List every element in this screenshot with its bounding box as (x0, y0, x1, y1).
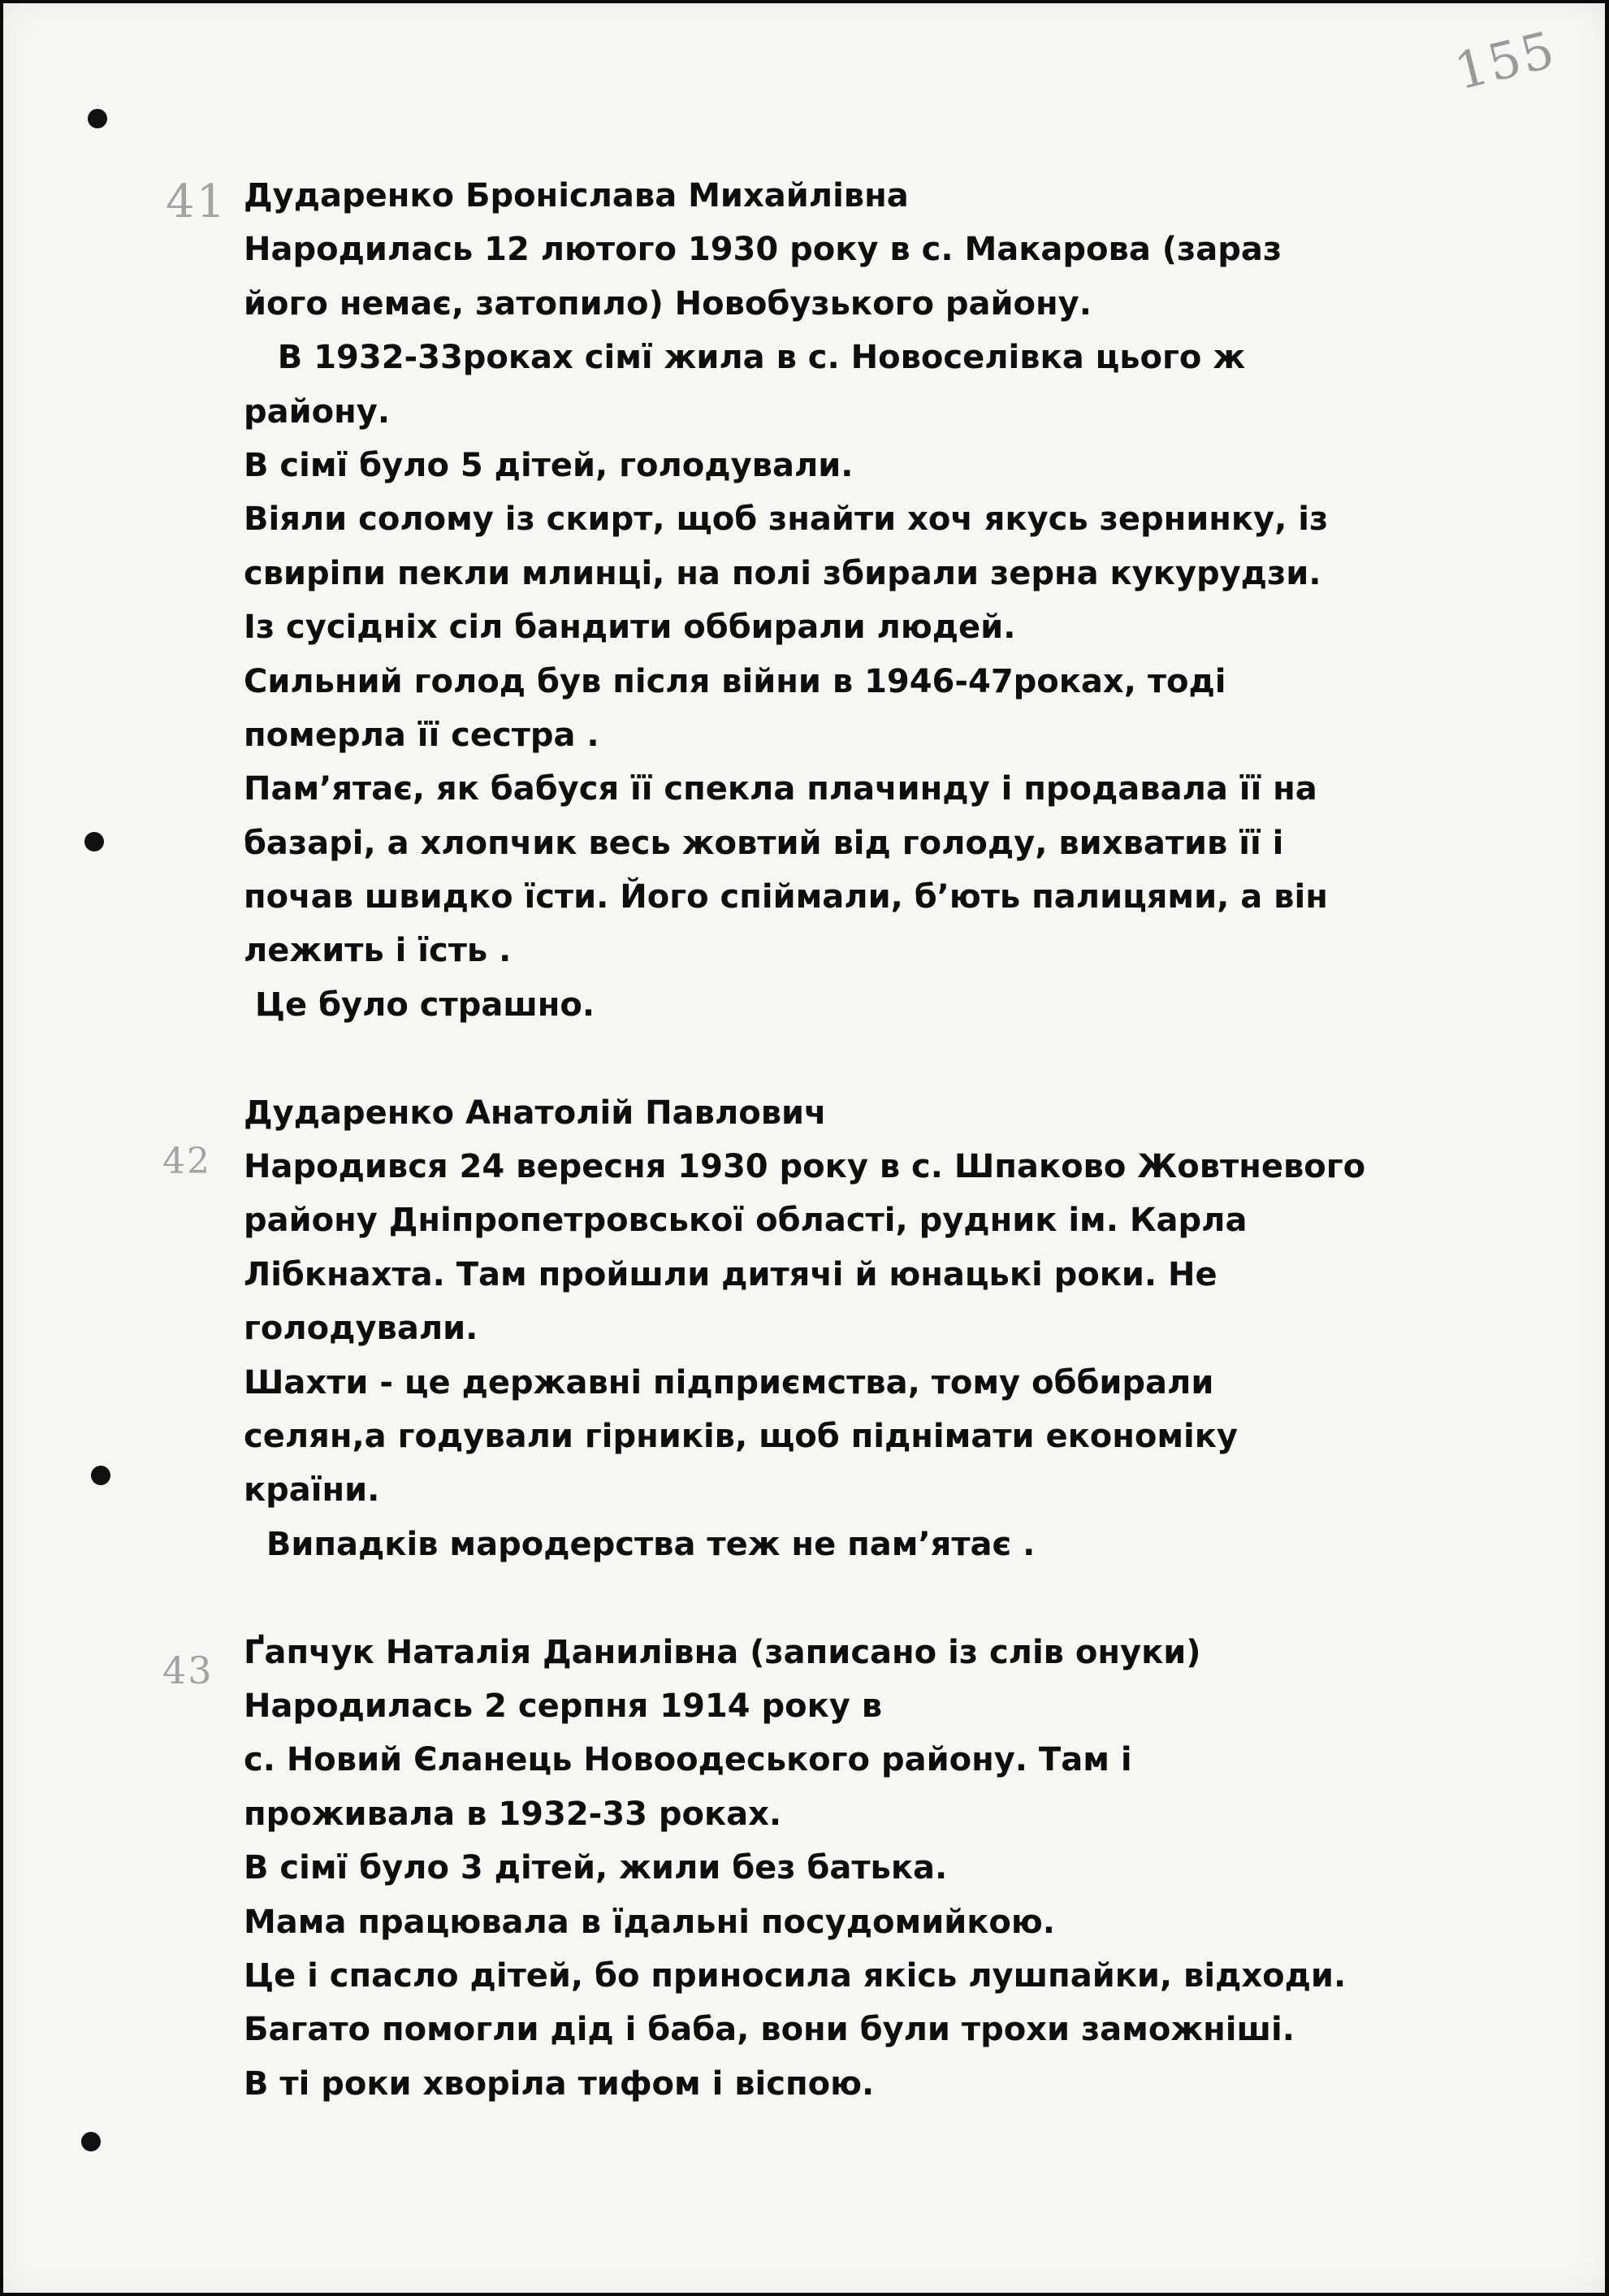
entry-margin-number: 43 (162, 1648, 214, 1692)
entry-heading: Ґапчук Наталія Данилівна (записано із слів онуки) (244, 1633, 1201, 1671)
entry-dudarenko-anatolii (244, 1086, 1576, 1572)
text-line: свиріпи пекли млинці, на полі збирали зерна кукурудзи. (244, 554, 1321, 592)
text-line: В 1932-33роках сімї жила в с. Новоселівка цього ж (244, 339, 1246, 377)
text-line: Мама працювала в їдальні посудомийкою. (244, 1903, 1055, 1941)
text-line: району Дніпропетровської області, рудник ім. Карла (244, 1202, 1248, 1240)
punch-hole-top (88, 109, 107, 128)
entry-heading: Дударенко Анатолій Павлович (244, 1094, 827, 1132)
text-line: Народився 24 вересня 1930 року в с. Шпаково Жовтневого (244, 1148, 1366, 1186)
text-line: с. Новий Єланець Новоодеського району. Там і (244, 1741, 1132, 1779)
document-page (3, 3, 1605, 2293)
text-line: В ті роки хворіла тифом і віспою. (244, 2064, 875, 2103)
punch-hole-lower-middle (91, 1466, 110, 1485)
paragraph-gap (244, 1032, 1576, 1085)
text-line: Віяли солому із скирт, щоб знайти хоч якусь зернинку, із (244, 500, 1329, 539)
text-line: В сімї було 3 дітей, жили без батька. (244, 1849, 948, 1887)
text-line: Це було страшно. (244, 986, 595, 1024)
text-line: Лібкнахта. Там пройшли дитячі й юнацькі роки. Не (244, 1255, 1218, 1293)
text-line: проживала в 1932-33 роках. (244, 1795, 782, 1833)
text-line: Багато помогли дід і баба, вони були трохи заможніші. (244, 2011, 1295, 2049)
text-line: лежить і їсть . (244, 932, 512, 970)
entry-gapchuk-nataliia (244, 1626, 1576, 2112)
punch-hole-bottom (81, 2132, 101, 2151)
text-line: Народилась 2 серпня 1914 року в (244, 1687, 883, 1725)
entry-margin-number: 42 (162, 1141, 211, 1182)
text-line: Народилась 12 лютого 1930 року в с. Макарова (зараз (244, 231, 1282, 269)
text-line: району. (244, 392, 391, 431)
entry-margin-number: 41 (166, 175, 227, 228)
text-line: Із сусідніх сіл бандити оббирали людей. (244, 609, 1016, 647)
text-line: померла її сестра . (244, 716, 599, 754)
punch-hole-upper-middle (84, 832, 104, 851)
entry-heading: Дударенко Броніслава Михайлівна (244, 177, 909, 214)
text-line: Шахти - це державні підприємства, тому оббирали (244, 1363, 1214, 1401)
text-line: селян,а годували гірників, щоб піднімати економіку (244, 1417, 1238, 1455)
text-line: Сильний голод був після війни в 1946-47роках, тоді (244, 662, 1226, 700)
text-line: почав швидко їсти. Його спіймали, б’ють палицями, а він (244, 878, 1328, 916)
text-line: Це і спасло дітей, бо приносила якісь лушпайки, відходи. (244, 1956, 1347, 1995)
text-line: базарі, а хлопчик весь жовтий від голоду, вихватив її і (244, 824, 1284, 862)
text-line: його немає, затопило) Новобузького району. (244, 284, 1092, 323)
text-line: голодували. (244, 1310, 478, 1348)
text-line: країни. (244, 1471, 380, 1510)
text-line: Випадків мародерства теж не пам’ятає . (244, 1525, 1036, 1563)
document-text (244, 169, 1576, 2111)
entry-dudarenko-bronislava (244, 169, 1576, 1032)
text-line: В сімї було 5 дітей, голодували. (244, 446, 854, 484)
text-line: Пам’ятає, як бабуся її спекла плачинду і продавала її на (244, 770, 1317, 808)
page-number: 155 (1449, 19, 1562, 102)
paragraph-gap (244, 1571, 1576, 1625)
